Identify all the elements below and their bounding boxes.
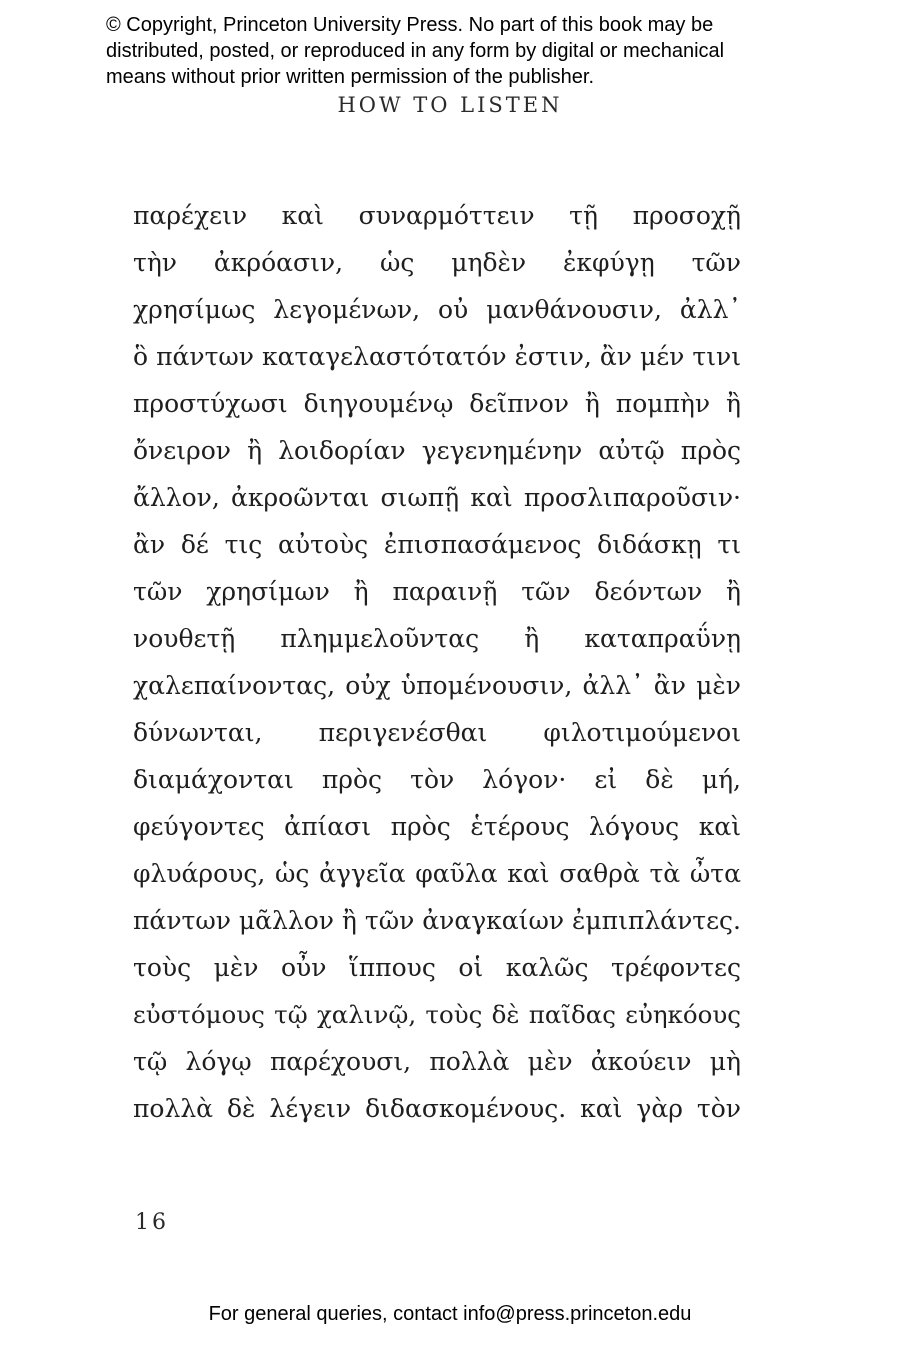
text-line: εὐστόμους τῷ χαλινῷ, τοὺς δὲ παῖδας εὐηκόους bbox=[133, 1000, 741, 1029]
text-line: νουθετῇ πλημμελοῦντας ἢ καταπραΰνῃ bbox=[133, 624, 741, 653]
text-line: δύνωνται, περιγενέσθαι φιλοτιμούμενοι bbox=[133, 718, 741, 747]
text-line: ἂν δέ τις αὐτοὺς ἐπισπασάμενος διδάσκῃ τι bbox=[133, 530, 741, 559]
page-number: 16 bbox=[135, 1210, 169, 1235]
text-line: προστύχωσι διηγουμένῳ δεῖπνον ἢ πομπὴν ἢ bbox=[133, 389, 741, 418]
text-line: ἄλλον, ἀκροῶνται σιωπῇ καὶ προσλιπαροῦσιν· bbox=[133, 483, 741, 512]
text-line: πολλὰ δὲ λέγειν διδασκομένους. καὶ γὰρ τὸν bbox=[133, 1094, 741, 1123]
copyright-notice bbox=[106, 12, 826, 90]
greek-body-text bbox=[133, 192, 741, 1132]
running-head: HOW TO LISTEN bbox=[337, 93, 563, 117]
copyright-line: © Copyright, Princeton University Press. No part of this book may be bbox=[106, 14, 714, 36]
text-line: ὃ πάντων καταγελαστότατόν ἐστιν, ἂν μέν τινι bbox=[133, 342, 741, 371]
text-line: τοὺς μὲν οὖν ἵππους οἱ καλῶς τρέφοντες bbox=[133, 953, 741, 982]
copyright-line: means without prior written permission of the publisher. bbox=[106, 66, 595, 88]
text-line: διαμάχονται πρὸς τὸν λόγον· εἰ δὲ μή, bbox=[133, 765, 741, 794]
text-line: παρέχειν καὶ συναρμόττειν τῇ προσοχῇ bbox=[133, 201, 741, 230]
text-line: τὴν ἀκρόασιν, ὡς μηδὲν ἐκφύγῃ τῶν bbox=[133, 248, 741, 277]
text-line: χαλεπαίνοντας, οὐχ ὑπομένουσιν, ἀλλ᾽ ἂν μὲν bbox=[133, 671, 741, 700]
footer-contact: For general queries, contact info@press.princeton.edu bbox=[208, 1303, 692, 1325]
text-line: χρησίμως λεγομένων, οὐ μανθάνουσιν, ἀλλ᾽ bbox=[133, 295, 741, 324]
text-line: πάντων μᾶλλον ἢ τῶν ἀναγκαίων ἐμπιπλάντες. bbox=[133, 906, 741, 935]
text-line: ὄνειρον ἢ λοιδορίαν γεγενημένην αὐτῷ πρὸς bbox=[133, 436, 741, 465]
text-line: φλυάρους, ὡς ἀγγεῖα φαῦλα καὶ σαθρὰ τὰ ὦτα bbox=[133, 859, 741, 888]
copyright-line: distributed, posted, or reproduced in any form by digital or mechanical bbox=[106, 40, 725, 62]
text-line: τῷ λόγῳ παρέχουσι, πολλὰ μὲν ἀκούειν μὴ bbox=[133, 1047, 741, 1076]
text-line: φεύγοντες ἀπίασι πρὸς ἑτέρους λόγους καὶ bbox=[133, 812, 741, 841]
text-line: τῶν χρησίμων ἢ παραινῇ τῶν δεόντων ἢ bbox=[133, 577, 741, 606]
